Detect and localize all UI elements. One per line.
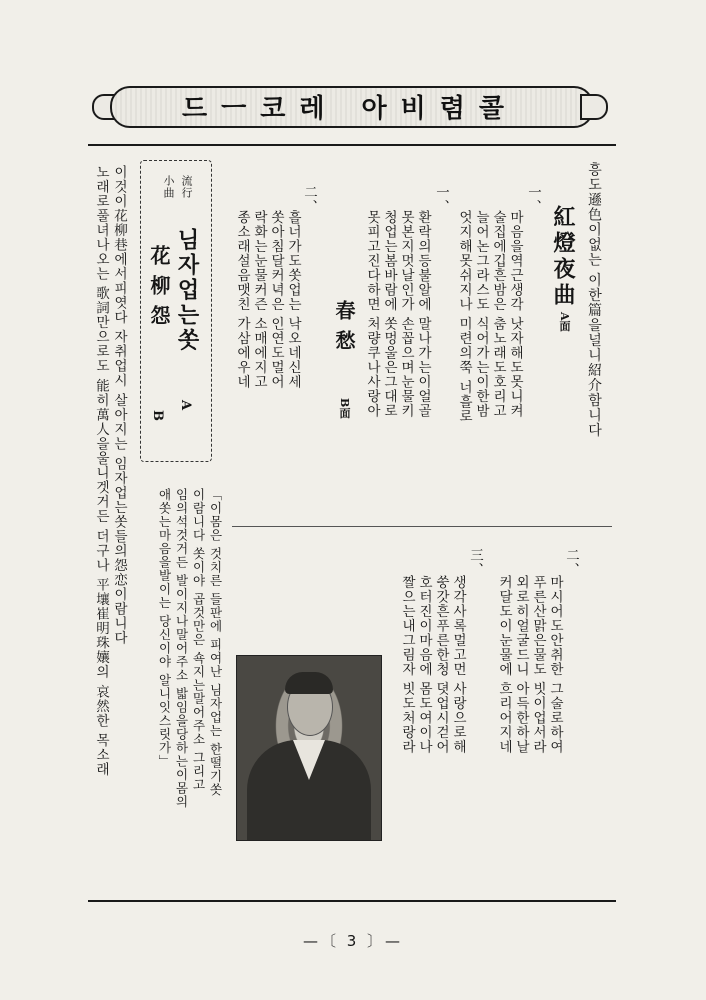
commentary-line1: 이것이花柳巷에서피엿다 자취업시 살아지는 임자업는쏫들의怨恋이람니다 — [111, 165, 127, 645]
song-a-verse2-line1: 마시어도안취한 그술로하여 — [547, 575, 563, 755]
song-c-genre-1: 流行 — [180, 175, 193, 199]
song-b-side: B面 — [338, 398, 351, 419]
song-b-verse2-mark: 二、 — [301, 185, 317, 214]
song-b-verse1-line1: 환락의등불알에 말나가는이얼골 — [415, 210, 431, 419]
quote-line2: 이람니다 쏫이야 곱것만은 쇽지는말어주소 그리고 — [191, 488, 206, 792]
song-c-subtitle: 花柳怨 — [147, 245, 171, 335]
intro-text: 흥도遜色이없는 이한篇을널니紹介함니다 — [586, 162, 602, 438]
song-b-verse2-line1: 흘너가도쏫업는 낙오네신세 — [285, 210, 301, 390]
song-b-verse2-line2: 쏫아침달커녁은 인연도멀어 — [268, 210, 284, 390]
song-a-verse1-line2: 술집에깁흔밤은 춤노래도호리고 — [490, 210, 506, 419]
song-b-title: 春愁 — [332, 300, 356, 360]
page-number: —〔 3 〕— — [302, 932, 404, 950]
footer-rule — [88, 900, 616, 902]
song-b-verse1-line3: 청업는봄바람에 쏫멍울은그대로 — [381, 210, 397, 419]
song-a-side: A面 — [558, 312, 571, 332]
song-c-subside: B — [150, 410, 165, 421]
song-b-verse2-line3: 락화는눈물커즌 소매에지고 — [251, 210, 267, 390]
header-rule — [88, 144, 616, 146]
song-c-side: A — [178, 400, 193, 411]
photo-hair — [285, 672, 333, 694]
banner-right-cap — [580, 94, 608, 120]
quote-line1: 「이몸은 것치른 들판에 피여난 님자업는 한떨기쏫 — [208, 488, 223, 797]
song-a-verse2-line2: 푸른산맑은물도 빗이업서라 — [530, 575, 546, 755]
commentary-line2: 노래로풀녀나오는 歌詞만으로도 能히萬人을울니겟거든 더구나 平壤崔明珠孃의 哀然한 목소래 — [93, 165, 109, 777]
song-a-verse3-line2: 쑹갓흔푸른한청 뎟업시걷어 — [433, 575, 449, 755]
song-a-verse1-line1: 마음을역근생각 낫자해도못니켜 — [507, 210, 523, 419]
song-b-verse2-line4: 종소래설음맷친 가삼에우네 — [234, 210, 250, 390]
song-a-verse1-mark: 一、 — [525, 185, 541, 214]
song-b-verse1-line2: 못본지멋날인가 손꼽으며눈물키 — [398, 210, 414, 419]
song-b-verse1-line4: 못피고진다하면 처량쿠나사랑아 — [364, 210, 380, 419]
song-a-title: 紅燈夜曲 — [550, 205, 576, 309]
song-a-verse3-mark: 三、 — [467, 548, 483, 577]
singer-portrait-photo — [236, 655, 382, 841]
quote-line4: 애쏫는마음을발이는 당신이야 알니잇스릿가」 — [157, 488, 172, 768]
banner-title: 드ㅡ코레 아비렴콜 — [182, 93, 518, 124]
song-a-verse2-line4: 커달도이눈물에 흐리어지네 — [496, 575, 512, 755]
quote-line3: 임의석것거든 발이지나말어주소 밟임을당하는이몸의 — [174, 488, 189, 809]
section-divider — [232, 526, 612, 527]
song-a-verse3-line3: 호터진이마음에 몸도여이나 — [416, 575, 432, 755]
song-a-verse1-line3: 늘어논그라스도 식어가는이한밤 — [473, 210, 489, 419]
song-a-verse1-line4: 엇지해못쉬지나 미련의쭉 너흘로 — [456, 210, 472, 424]
song-a-verse2-mark: 二、 — [563, 548, 579, 577]
header-banner — [90, 78, 610, 138]
song-a-verse2-line3: 외로히얼굴드니 아득한하날 — [513, 575, 529, 755]
song-a-verse3-line4: 짤으는내그림자 빗도처랑라 — [399, 575, 415, 755]
song-a-verse3-line1: 생각사록멀고먼 사랑으로해 — [450, 575, 466, 755]
song-c-title: 님자업는쏫 — [174, 228, 200, 353]
song-b-verse1-mark: 一、 — [433, 185, 449, 214]
song-c-genre-2: 小曲 — [162, 175, 175, 199]
